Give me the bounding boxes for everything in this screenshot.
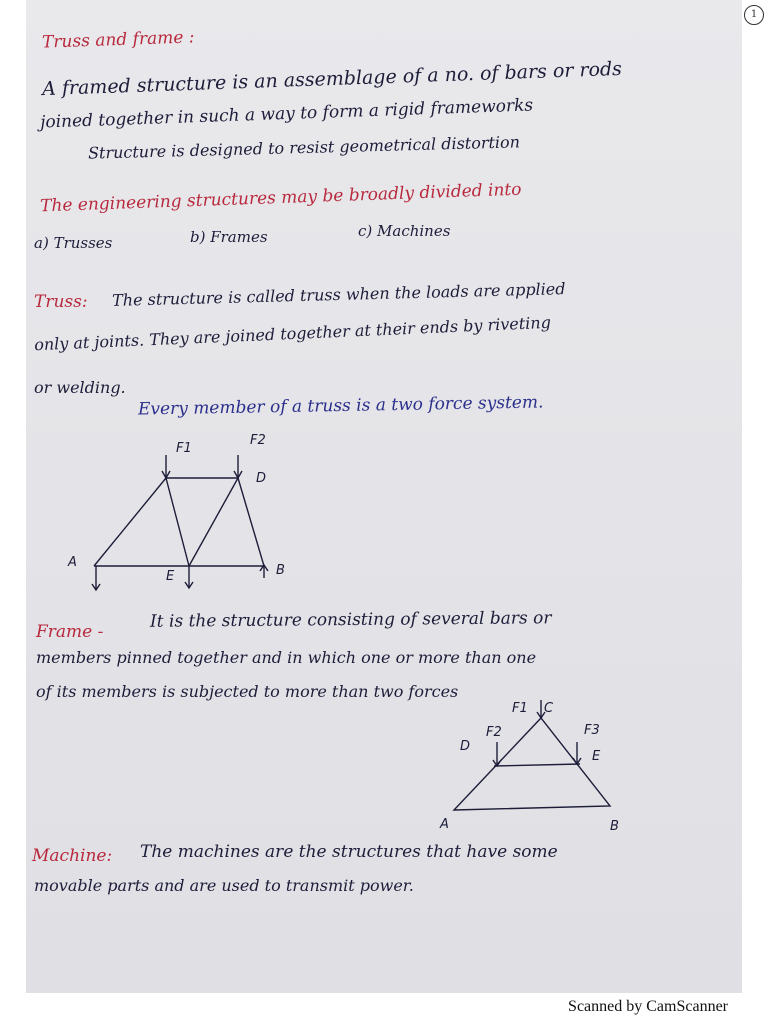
intro-line-1: A framed structure is an assemblage of a no. of bars or rods xyxy=(41,57,623,101)
division-heading: The engineering structures may be broadly divided into xyxy=(39,179,522,217)
frame-label-e: E xyxy=(592,749,601,764)
truss-line-2: only at joints. They are joined together at their ends by riveting xyxy=(33,312,552,355)
truss-label-b: B xyxy=(276,563,285,578)
truss-label-a: A xyxy=(68,555,77,570)
intro-line-3: Structure is designed to resist geometrical distortion xyxy=(87,132,521,163)
frame-term: Frame - xyxy=(36,622,104,642)
frame-label-a: A xyxy=(440,817,449,832)
truss-label-f1: F1 xyxy=(176,441,192,456)
type-trusses: a) Trusses xyxy=(34,234,113,252)
machine-line-1: The machines are the structures that have some xyxy=(140,842,558,862)
frame-line-1: It is the structure consisting of several bars or xyxy=(149,608,552,632)
notebook-page xyxy=(26,0,758,993)
frame-label-f1: F1 xyxy=(512,701,528,716)
page-heading: Truss and frame : xyxy=(41,27,195,53)
type-frames: b) Frames xyxy=(190,228,268,246)
frame-line-2: members pinned together and in which one or more than one xyxy=(36,648,537,667)
truss-line-3: or welding. xyxy=(34,378,126,397)
machine-line-2: movable parts and are used to transmit power. xyxy=(34,876,414,895)
truss-label-f2: F2 xyxy=(250,433,266,448)
frame-line-3: of its members is subjected to more than two forces xyxy=(36,682,459,701)
intro-line-2: joined together in such a way to form a rigid frameworks xyxy=(39,95,534,133)
frame-label-b: B xyxy=(610,819,619,834)
truss-note: Every member of a truss is a two force system. xyxy=(137,392,544,420)
machine-term: Machine: xyxy=(32,846,113,866)
frame-label-d: D xyxy=(460,739,471,754)
truss-term: Truss: xyxy=(34,292,88,312)
scanner-footer: Scanned by CamScanner xyxy=(568,998,728,1015)
page-number: 1 xyxy=(744,5,764,25)
truss-label-d: D xyxy=(256,471,267,486)
truss-line-1: The structure is called truss when the loads are applied xyxy=(111,279,566,310)
truss-label-e: E xyxy=(166,569,175,584)
frame-label-c: C xyxy=(544,701,554,716)
type-machines: c) Machines xyxy=(358,222,451,240)
frame-label-f3: F3 xyxy=(584,723,600,738)
frame-label-f2: F2 xyxy=(486,725,502,740)
